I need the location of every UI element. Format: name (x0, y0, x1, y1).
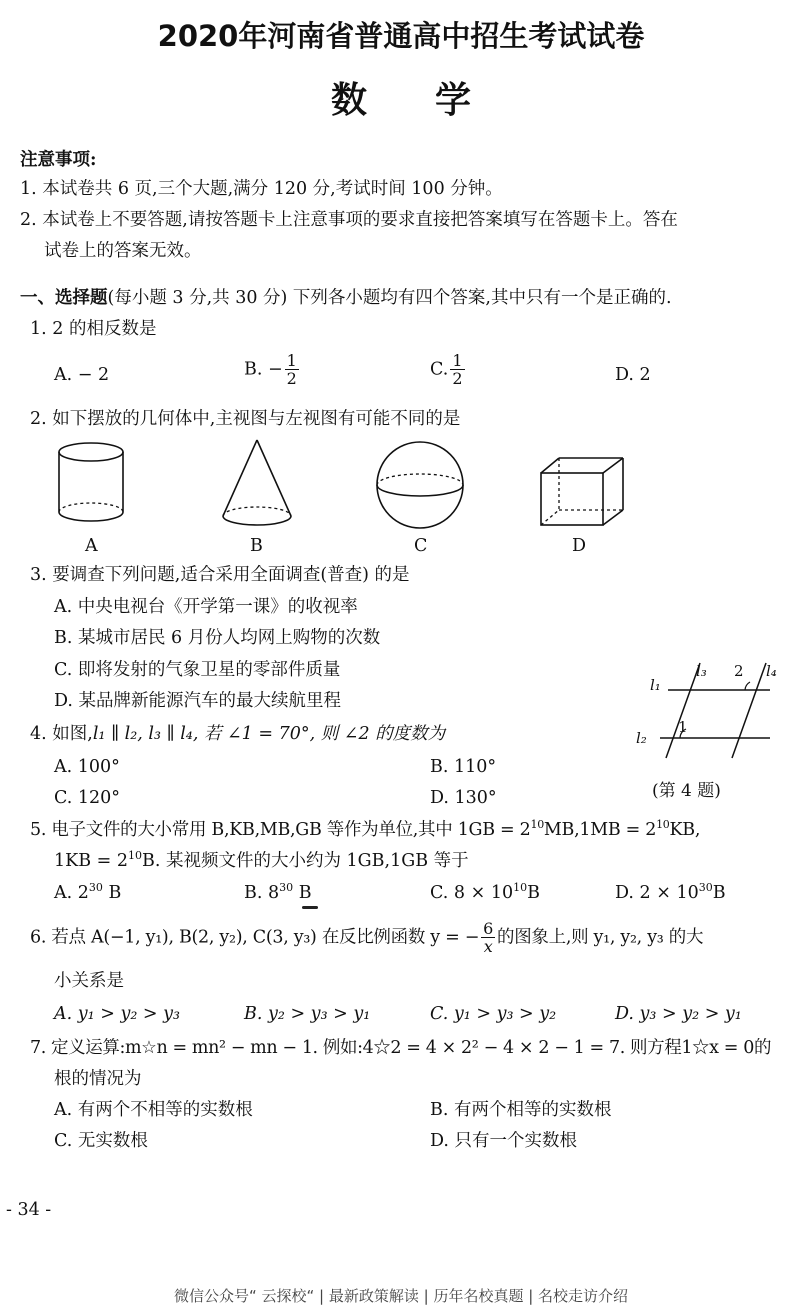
q6-line-2: 小关系是 (54, 971, 124, 991)
q1-b-den: 2 (286, 369, 297, 388)
q5-line-1-b: MB,1MB = 2 (543, 820, 657, 840)
q5-option-d (615, 882, 726, 904)
figure-label-b: B (250, 536, 263, 556)
section-1-header (20, 287, 672, 309)
q6-option-a: A. y₁ > y₂ > y₃ (54, 1004, 181, 1024)
q1-option-b-label: B. − (244, 359, 283, 380)
exam-title: 2020年河南省普通高中招生考试试卷 (157, 19, 645, 53)
q5-exp-2: 10 (656, 818, 670, 831)
figure-label-d: D (572, 536, 587, 556)
q7-line-2: 根的情况为 (54, 1069, 142, 1089)
q1-c-num: 1 (452, 351, 463, 370)
section-1-desc: (每小题 3 分,共 30 分) 下列各小题均有四个答案,其中只有一个是正确的. (107, 288, 672, 308)
angle-1-label: 1 (678, 718, 688, 736)
q5-line-1 (30, 819, 700, 841)
q6-frac-den: x (483, 937, 493, 956)
cylinder-figure (50, 440, 134, 532)
q4-option-c: C. 120° (54, 788, 121, 808)
q5-d-unit: B (712, 883, 726, 903)
q1-option-d: D. 2 (615, 365, 651, 385)
label-l3: l₃ (696, 662, 707, 680)
q1-option-c-label: C. (430, 359, 449, 380)
q1-stem: 1. 2 的相反数是 (30, 319, 157, 339)
q2-stem: 2. 如下摆放的几何体中,主视图与左视图有可能不同的是 (30, 409, 461, 429)
q1-option-a: A. − 2 (54, 365, 110, 385)
q5-a-exp: 30 (88, 881, 103, 894)
q6-frac-num: 6 (483, 919, 494, 938)
q5-a-unit: B (102, 883, 122, 903)
q6-fraction (481, 920, 495, 955)
q5-b-unit: B (293, 883, 312, 903)
q5-line-2 (54, 850, 469, 872)
q4-number: 4. 如图, (30, 724, 93, 744)
q5-line-2-a: 1KB = 2 (54, 851, 128, 871)
q1-option-b (244, 352, 301, 387)
q5-line-2-b: B. 某视频文件的大小约为 1GB,1GB 等于 (142, 851, 469, 871)
q3-option-b: B. 某城市居民 6 月份人均网上购物的次数 (54, 628, 381, 648)
q5-exp-3: 10 (128, 849, 142, 862)
label-l1: l₁ (650, 676, 661, 694)
q7-option-b: B. 有两个相等的实数根 (430, 1100, 612, 1120)
figure-label-a: A (85, 536, 98, 556)
angle-2-label: 2 (734, 662, 744, 680)
q3-stem: 3. 要调查下列问题,适合采用全面调查(普查) 的是 (30, 565, 410, 585)
q6-line-1-b: 的图象上,则 y₁, y₂, y₃ 的大 (497, 927, 704, 948)
q3-option-a: A. 中央电视台《开学第一课》的收视率 (54, 597, 358, 617)
q5-option-b (244, 882, 312, 904)
q7-option-d: D. 只有一个实数根 (430, 1131, 578, 1151)
q1-c-den: 2 (452, 369, 463, 388)
q6-line-1 (30, 920, 703, 955)
page-number: - 34 - (6, 1200, 52, 1220)
q3-option-c: C. 即将发射的气象卫星的零部件质量 (54, 660, 341, 680)
q5-option-c (430, 882, 540, 904)
section-1-heading: 一、选择题 (20, 288, 108, 308)
pen-mark (302, 906, 318, 909)
figure-label-c: C (414, 536, 428, 556)
q4-option-b: B. 110° (430, 757, 497, 777)
q6-option-d: D. y₃ > y₂ > y₁ (615, 1004, 742, 1024)
q4-figure-caption: (第 4 题) (652, 781, 721, 801)
q4-option-d: D. 130° (430, 788, 497, 808)
q5-b-base: B. 8 (244, 883, 280, 903)
q7-option-c: C. 无实数根 (54, 1131, 148, 1151)
footer-banner: 微信公众号“ 云探校“ | 最新政策解读 | 历年名校真题 | 名校走访介绍 (173, 1287, 629, 1305)
notice-heading: 注意事项: (20, 150, 97, 170)
q7-option-a: A. 有两个不相等的实数根 (54, 1100, 253, 1120)
q5-line-1-c: KB, (669, 820, 701, 840)
q5-option-a (54, 882, 121, 904)
notice-item-2-cont: 试卷上的答案无效。 (44, 241, 202, 261)
q3-option-d: D. 某品牌新能源汽车的最大续航里程 (54, 691, 342, 711)
q5-c-unit: B (527, 883, 540, 903)
q5-c-exp: 10 (513, 881, 528, 894)
notice-item-1: 1. 本试卷共 6 页,三个大题,满分 120 分,考试时间 100 分钟。 (20, 179, 503, 199)
q5-a-base: A. 2 (54, 883, 89, 903)
q5-exp-1: 10 (530, 818, 544, 831)
q4-stem (30, 723, 445, 745)
q6-line-1-a: 6. 若点 A(−1, y₁), B(2, y₂), C(3, y₃) 在反比例函数 y = − (30, 927, 480, 948)
q1-option-c-fraction (450, 352, 464, 387)
q1-b-num: 1 (286, 351, 297, 370)
q5-line-1-a: 5. 电子文件的大小常用 B,KB,MB,GB 等作为单位,其中 1GB = 2 (30, 820, 531, 840)
box-figure (538, 455, 630, 535)
q6-option-c: C. y₁ > y₃ > y₂ (430, 1004, 557, 1024)
q5-c-base: C. 8 × 10 (430, 883, 514, 903)
subject-title: 数学 (330, 80, 539, 121)
q5-d-base: D. 2 × 10 (615, 883, 699, 903)
q1-option-c (430, 352, 467, 387)
q5-b-exp: 30 (279, 881, 294, 894)
label-l2: l₂ (636, 729, 647, 747)
q7-line-1: 7. 定义运算:m☆n = mn² − mn − 1. 例如:4☆2 = 4 × 2² − 4 × 2 − 1 = 7. 则方程1☆x = 0的 (30, 1038, 772, 1058)
q4-option-a: A. 100° (54, 757, 120, 777)
sphere-figure (374, 440, 468, 532)
cone-figure (215, 438, 299, 533)
q5-d-exp: 30 (698, 881, 713, 894)
q6-option-b: B. y₂ > y₃ > y₁ (244, 1004, 371, 1024)
label-l4: l₄ (766, 662, 777, 680)
notice-item-2: 2. 本试卷上不要答题,请按答题卡上注意事项的要求直接把答案填写在答题卡上。答在 (20, 210, 678, 230)
q1-option-b-fraction (285, 352, 299, 387)
q4-condition: l₁ ∥ l₂, l₃ ∥ l₄, 若 ∠1 = 70°, 则 ∠2 的度数为 (92, 724, 446, 744)
